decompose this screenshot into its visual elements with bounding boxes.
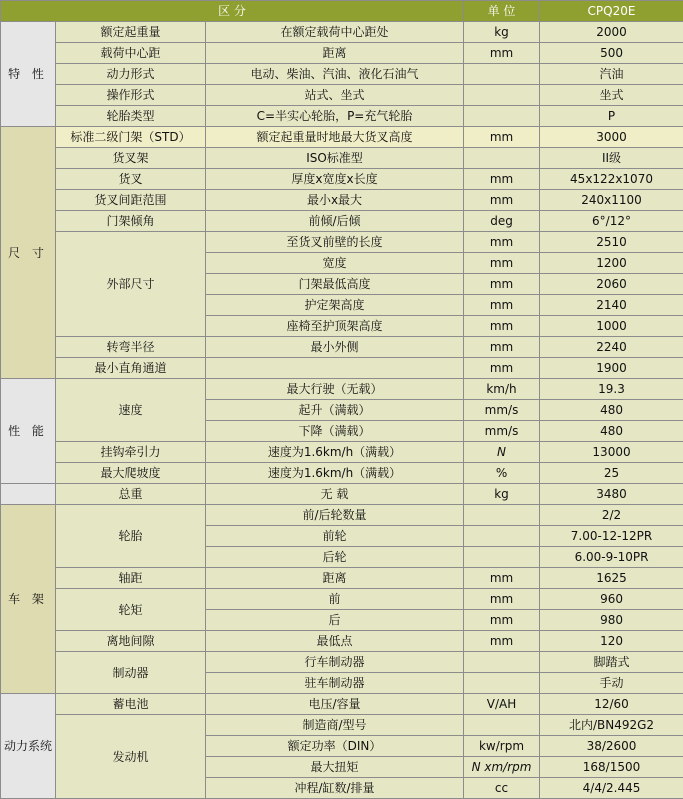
- value-cell: P: [540, 106, 683, 127]
- table-row: [1, 379, 683, 400]
- unit-cell: mm: [464, 337, 540, 358]
- value-cell: 6.00-9-10PR: [540, 547, 683, 568]
- value-cell: 3000: [540, 127, 683, 148]
- unit-cell: mm: [464, 232, 540, 253]
- table-row: [1, 652, 683, 673]
- value-cell: 手动: [540, 673, 683, 694]
- value-cell: 45x122x1070: [540, 169, 683, 190]
- value-cell: 2140: [540, 295, 683, 316]
- spec-cell: 制造商/型号: [206, 715, 464, 736]
- unit-cell: mm: [464, 190, 540, 211]
- value-cell: 168/1500: [540, 757, 683, 778]
- item-cell: 挂钩牵引力: [56, 442, 206, 463]
- unit-cell: [464, 715, 540, 736]
- table-row: [1, 442, 683, 463]
- unit-cell: kg: [464, 484, 540, 505]
- value-cell: 北内/BN492G2: [540, 715, 683, 736]
- unit-cell: N xm/rpm: [464, 757, 540, 778]
- spec-cell: 厚度x宽度x长度: [206, 169, 464, 190]
- header-model: CPQ20E: [540, 1, 683, 22]
- spec-cell: 行车制动器: [206, 652, 464, 673]
- unit-cell: mm: [464, 316, 540, 337]
- unit-cell: [464, 526, 540, 547]
- value-cell: 2000: [540, 22, 683, 43]
- section-label: 特 性: [1, 22, 56, 127]
- spec-cell: 距离: [206, 568, 464, 589]
- value-cell: II级: [540, 148, 683, 169]
- table-row: [1, 22, 683, 43]
- value-cell: 480: [540, 421, 683, 442]
- unit-cell: [464, 64, 540, 85]
- value-cell: 2/2: [540, 505, 683, 526]
- item-cell: 动力形式: [56, 64, 206, 85]
- table-row: [1, 337, 683, 358]
- value-cell: 3480: [540, 484, 683, 505]
- item-cell: 蓄电池: [56, 694, 206, 715]
- spec-cell: 前/后轮数量: [206, 505, 464, 526]
- spec-cell: 前: [206, 589, 464, 610]
- unit-cell: mm: [464, 127, 540, 148]
- item-cell: 总重: [56, 484, 206, 505]
- spec-cell: 冲程/缸数/排量: [206, 778, 464, 799]
- table-row: [1, 589, 683, 610]
- spec-cell: 在额定载荷中心距处: [206, 22, 464, 43]
- spec-cell: 最低点: [206, 631, 464, 652]
- item-cell: 最小直角通道: [56, 358, 206, 379]
- spec-cell: 电压/容量: [206, 694, 464, 715]
- table-row: [1, 463, 683, 484]
- item-cell: 标准二级门架（STD）: [56, 127, 206, 148]
- table-row: [1, 232, 683, 253]
- spec-cell: 起升（满载）: [206, 400, 464, 421]
- section-label: 尺 寸: [1, 127, 56, 379]
- unit-cell: [464, 106, 540, 127]
- item-cell: 轮胎类型: [56, 106, 206, 127]
- unit-cell: mm/s: [464, 421, 540, 442]
- table-row: [1, 568, 683, 589]
- table-row: [1, 631, 683, 652]
- spec-cell: 最大扭矩: [206, 757, 464, 778]
- unit-cell: kg: [464, 22, 540, 43]
- spec-cell: 最大行驶（无载）: [206, 379, 464, 400]
- item-cell: 轮矩: [56, 589, 206, 631]
- item-cell: 货叉间距范围: [56, 190, 206, 211]
- unit-cell: [464, 505, 540, 526]
- value-cell: 脚踏式: [540, 652, 683, 673]
- table-row: [1, 484, 683, 505]
- value-cell: 6°/12°: [540, 211, 683, 232]
- spec-cell: C=半实心轮胎，P=充气轮胎: [206, 106, 464, 127]
- item-cell: 外部尺寸: [56, 232, 206, 337]
- item-cell: 货叉: [56, 169, 206, 190]
- unit-cell: [464, 85, 540, 106]
- item-cell: 操作形式: [56, 85, 206, 106]
- value-cell: 1625: [540, 568, 683, 589]
- item-cell: 载荷中心距: [56, 43, 206, 64]
- value-cell: 汽油: [540, 64, 683, 85]
- value-cell: 2060: [540, 274, 683, 295]
- table-row: [1, 85, 683, 106]
- unit-cell: mm/s: [464, 400, 540, 421]
- value-cell: 2240: [540, 337, 683, 358]
- spec-cell: 护定架高度: [206, 295, 464, 316]
- value-cell: 2510: [540, 232, 683, 253]
- unit-cell: mm: [464, 568, 540, 589]
- table-row: [1, 43, 683, 64]
- value-cell: 500: [540, 43, 683, 64]
- value-cell: 7.00-12-12PR: [540, 526, 683, 547]
- spec-cell: 前轮: [206, 526, 464, 547]
- table-row: [1, 169, 683, 190]
- value-cell: 13000: [540, 442, 683, 463]
- value-cell: 1900: [540, 358, 683, 379]
- spec-cell: 额定功率（DIN）: [206, 736, 464, 757]
- table-row: [1, 127, 683, 148]
- spec-cell: [206, 358, 464, 379]
- item-cell: 速度: [56, 379, 206, 442]
- table-row: [1, 64, 683, 85]
- spec-cell: ISO标准型: [206, 148, 464, 169]
- spec-cell: 前倾/后倾: [206, 211, 464, 232]
- unit-cell: mm: [464, 589, 540, 610]
- spec-cell: 额定起重量时地最大货叉高度: [206, 127, 464, 148]
- value-cell: 980: [540, 610, 683, 631]
- unit-cell: mm: [464, 253, 540, 274]
- item-cell: 最大爬坡度: [56, 463, 206, 484]
- item-cell: 轮胎: [56, 505, 206, 568]
- value-cell: 12/60: [540, 694, 683, 715]
- table-row: [1, 190, 683, 211]
- spec-cell: 速度为1.6km/h（满载）: [206, 442, 464, 463]
- section-label: 动力系统: [1, 694, 56, 799]
- spec-cell: 门架最低高度: [206, 274, 464, 295]
- header-row: [1, 1, 683, 22]
- header-unit: 单 位: [464, 1, 540, 22]
- unit-cell: cc: [464, 778, 540, 799]
- value-cell: 坐式: [540, 85, 683, 106]
- spec-cell: 至货叉前壁的长度: [206, 232, 464, 253]
- value-cell: 4/4/2.445: [540, 778, 683, 799]
- unit-cell: V/AH: [464, 694, 540, 715]
- unit-cell: km/h: [464, 379, 540, 400]
- value-cell: 38/2600: [540, 736, 683, 757]
- item-cell: 离地间隙: [56, 631, 206, 652]
- section-label: 性 能: [1, 379, 56, 484]
- unit-cell: [464, 148, 540, 169]
- item-cell: 货叉架: [56, 148, 206, 169]
- table-row: [1, 505, 683, 526]
- spec-cell: 最小外侧: [206, 337, 464, 358]
- spec-cell: 驻车制动器: [206, 673, 464, 694]
- unit-cell: deg: [464, 211, 540, 232]
- item-cell: 轴距: [56, 568, 206, 589]
- spec-cell: 宽度: [206, 253, 464, 274]
- spec-cell: 后轮: [206, 547, 464, 568]
- spec-cell: 电动、柴油、汽油、液化石油气: [206, 64, 464, 85]
- unit-cell: mm: [464, 631, 540, 652]
- table-row: [1, 148, 683, 169]
- unit-cell: N: [464, 442, 540, 463]
- value-cell: 240x1100: [540, 190, 683, 211]
- unit-cell: %: [464, 463, 540, 484]
- item-cell: 转弯半径: [56, 337, 206, 358]
- spec-cell: 下降（满载）: [206, 421, 464, 442]
- spec-cell: 站式、坐式: [206, 85, 464, 106]
- value-cell: 1000: [540, 316, 683, 337]
- value-cell: 480: [540, 400, 683, 421]
- unit-cell: [464, 547, 540, 568]
- unit-cell: mm: [464, 43, 540, 64]
- spec-cell: 座椅至护顶架高度: [206, 316, 464, 337]
- spec-cell: 速度为1.6km/h（满载）: [206, 463, 464, 484]
- unit-cell: kw/rpm: [464, 736, 540, 757]
- table-row: [1, 106, 683, 127]
- spec-cell: 距离: [206, 43, 464, 64]
- unit-cell: mm: [464, 295, 540, 316]
- section-label: [1, 484, 56, 505]
- value-cell: 960: [540, 589, 683, 610]
- unit-cell: mm: [464, 358, 540, 379]
- section-label: 车 架: [1, 505, 56, 694]
- table-row: [1, 358, 683, 379]
- unit-cell: mm: [464, 169, 540, 190]
- item-cell: 门架倾角: [56, 211, 206, 232]
- table-row: [1, 694, 683, 715]
- table-row: [1, 211, 683, 232]
- unit-cell: mm: [464, 610, 540, 631]
- value-cell: 19.3: [540, 379, 683, 400]
- item-cell: 额定起重量: [56, 22, 206, 43]
- header-category: 区 分: [1, 1, 464, 22]
- spec-cell: 后: [206, 610, 464, 631]
- value-cell: 1200: [540, 253, 683, 274]
- item-cell: 发动机: [56, 715, 206, 799]
- spec-cell: 无 载: [206, 484, 464, 505]
- value-cell: 25: [540, 463, 683, 484]
- unit-cell: [464, 673, 540, 694]
- unit-cell: mm: [464, 274, 540, 295]
- value-cell: 120: [540, 631, 683, 652]
- item-cell: 制动器: [56, 652, 206, 694]
- spec-cell: 最小x最大: [206, 190, 464, 211]
- table-row: [1, 715, 683, 736]
- unit-cell: [464, 652, 540, 673]
